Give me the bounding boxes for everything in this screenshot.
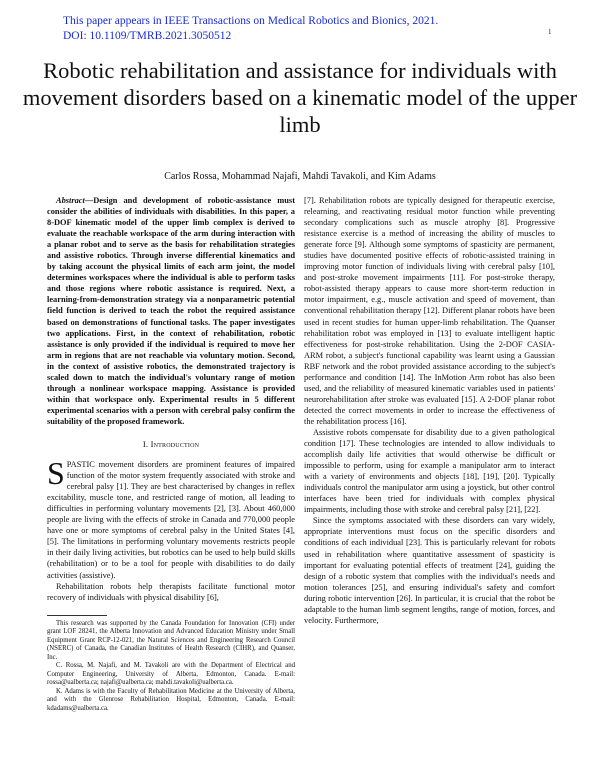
footnotes <box>47 620 295 714</box>
journal-banner <box>63 14 493 44</box>
abstract <box>47 195 295 427</box>
body-paragraph-3: Since the symptoms associated with these disorders can vary widely, appropriate interventions must focus on the specific disorders and conditions of each individual [23]. This is particularly relevant for robots used in rehabilitation where quantitative assessment of spasticity is important for evaluating potential effects of treatment [24], guiding the design of a robotic system that complies with the individual's needs and motion tolerances [25], and ensuring individual's safety and comfort during robotic intervention [26]. In particular, it is crucial that the robot be adaptable to the human limb segment lengths, range of motion, forces, and velocity. Furthermore, <box>304 516 555 625</box>
left-column <box>47 195 295 713</box>
footnote-funding: This research was supported by the Canada Foundation for Innovation (CFI) under grant LOF 28241, the Alberta Innovation and Advanced Education Ministry under Small Equipment Grant RCP-12-021, the Natural Sciences and Engineering Research Council (NSERC) of Canada, the Canadian Institutes of Health Research (CIHR), and Quanser, Inc. <box>47 619 295 661</box>
right-column <box>304 195 555 626</box>
journal-banner-line: This paper appears in IEEE Transactions on Medical Robotics and Bionics, 2021. <box>63 15 439 27</box>
footnote-divider <box>47 615 107 616</box>
body-paragraph-1: [7]. Rehabilitation robots are typically designed for therapeutic exercise, relearning, and reactivating residual motor function while preventing secondary complications such as muscle atrophy [8]. Progressive resistance exercise is a method of increasing the ability of muscles to generate force [9]. Although some symptoms of spasticity are permanent, studies have documented positive effects of robotic-assisted training in improving motor function of individuals living with cerebral palsy [10], and post-stroke movement impairments [11]. For post-stroke therapy, robot-assisted therapy appears to cause more short-term reduction in motor impairment, e.g., muscle activation and speed of movement, than conventional rehabilitation therapy [12]. Different planar robots have been used in recent studies for human upper-limb rehabilitation. The Quanser rehabilitation robot was employed in [13] to evaluate intelligent haptic effectiveness for post-stroke rehabilitation. Using the 2-DOF CASIA-ARM robot, a subject's functional capability was learnt using a Gaussian RBF network and the robot provided assistance according to the subject's performance and condition [14]. The InMotion Arm robot has also been used, and the reliability of measured kinematic variables used in patients' neurorehabilitation after stroke was evaluated [15]. A 2-DOF planar robot detected the correct movements in order to increase the effectiveness of the rehabilitation process [16]. <box>304 196 555 426</box>
drop-cap: S <box>47 455 65 492</box>
page-number: 1 <box>548 28 552 36</box>
footnote-affiliation-2: K. Adams is with the Faculty of Rehabilitation Medicine at the University of Alberta, and with the Glenrose Rehabilitation Hospital, Edmonton, Canada. E-mail: kdadams@ualberta.ca. <box>47 687 295 712</box>
section-heading: I. Introduction <box>142 438 200 449</box>
abstract-label: Abstract <box>56 196 85 205</box>
doi-line: DOI: 10.1109/TMRB.2021.3050512 <box>63 30 232 42</box>
paper-title: Robotic rehabilitation and assistance for individuals with movement disorders based on a kinematic model of the upper limb <box>22 58 578 137</box>
intro-paragraph <box>47 455 295 581</box>
intro-paragraph-2: Rehabilitation robots help therapists facilitate functional motor recovery of individuals with physical disability [6], <box>47 581 295 602</box>
footnote-affiliation-1: C. Rossa, M. Najafi, and M. Tavakoli are with the Department of Electrical and Computer Engineering, University of Alberta, Edmonton, Canada. E-mail: rossa@ualberta.ca; najafi@ualberta.ca; mahdi.tavakoli@ualberta.ca. <box>47 662 295 687</box>
author-list: Carlos Rossa, Mohammad Najafi, Mahdi Tavakoli, and Kim Adams <box>164 171 436 182</box>
body-paragraph-2: Assistive robots compensate for disability due to a given pathological condition [17]. These technologies are intended to allow individuals to accomplish daily life activities that would otherwise be difficult or impossible to perform, using for example a manipulator arm to interact with a variety of environments and objects [18], [19], [20]. Typically individuals control the manipulator arm using a joystick, but other control interfaces have been tried for individuals with complex physical impairments, including those with stroke and cerebral palsy [21], [22]. <box>304 427 555 515</box>
abstract-text: —Design and development of robotic-assistance must consider the abilities of individuals with disabilities. In this paper, a 8-DOF kinematic model of the upper limb complex is derived to evaluate the reachable workspace of the arm during interaction with a planar robot and to serve as the basis for rehabilitation strategies and assistive robotics. Through inverse differential kinematics and by taking account the physical limits of each arm joint, the model determines workspaces where the individual is able to perform tasks and those regions where robotic assistance is required. Next, a learning-from-demonstration strategy via a nonparametric potential field function is derived to teach the robot the required assistance based on demonstrations of functional tasks. The paper investigates two applications. First, in the context of rehabilitation, robotic assistance is only provided if the individual is required to move her arm in regions that are not reachable via voluntary motion. Second, in the context of assistive robotics, the demonstrated trajectory is scaled down to match the individual's voluntary range of motion through a nonlinear workspace mapping. Assistance is provided within that workspace only. Experimental results in 5 different experimental scenarios with a person with cerebral palsy confirm the suitability of the proposed framework. <box>47 196 295 426</box>
intro-text: PASTIC movement disorders are prominent features of impaired function of the motor system frequently associated with stroke and cerebral palsy [1]. They are best characterised by changes in reflex excitability, muscle tone, and restricted range of motion, all leading to difficulties in performing voluntary movements [2], [3]. About 460,000 people are living with the effects of stroke in Canada and 770,000 people have one or more symptoms of cerebral palsy in the United States [4], [5]. The limitations in performing voluntary movements restricts people in their daily living activities, but robotics can be used to help build skills (rehabilitation) or to be a tool for people with disabilities to do daily activities (assistive). <box>47 460 295 580</box>
